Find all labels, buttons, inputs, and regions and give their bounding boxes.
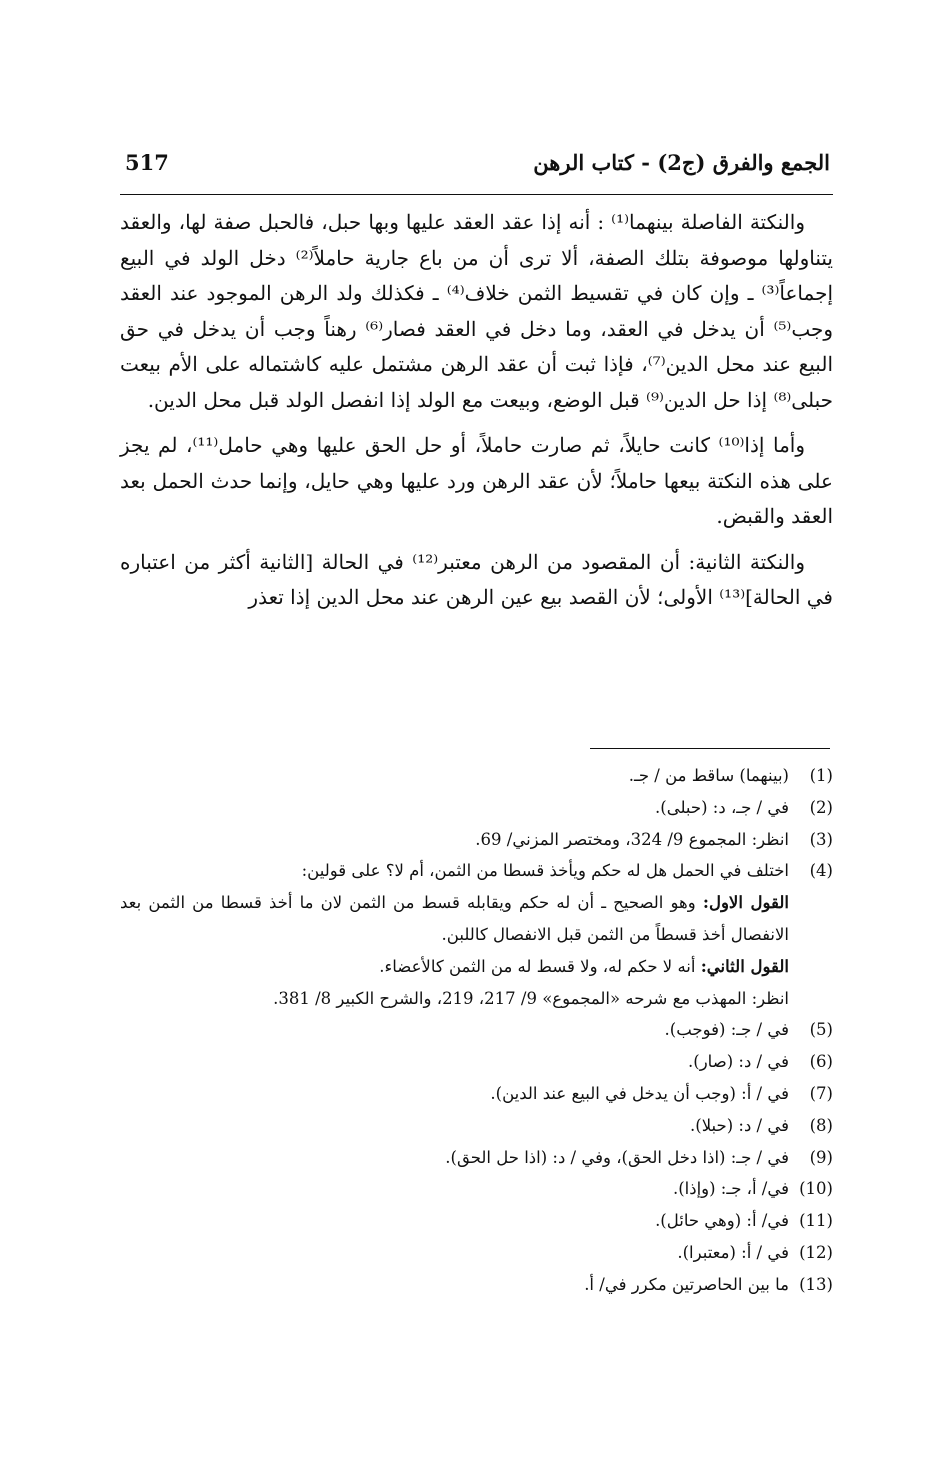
paragraph: والنكتة الثانية: أن المقصود من الرهن معتبر⁽¹²⁾ في الحالة [الثانية أكثر من اعتباره في الحالة]⁽¹³⁾ الأولى؛ لأن القصد بيع عين الرهن عند محل الدين إذا تعذر xyxy=(120,549,833,609)
paragraph: والنكتة الفاصلة بينهما⁽¹⁾ : أنه إذا عقد العقد عليها وبها حبل، فالحبل صفة لها، والعقد يتناولها موصوفة بتلك الصفة، ألا ترى أن من باع جارية حاملاً⁽²⁾ دخل الولد في البيع إجماعاً⁽³⁾ ـ وإن كان في تقسيط الثمن خلاف⁽⁴⁾ ـ فكذلك ولد الرهن الموجود عند العقد وجب⁽⁵⁾ أن يدخل في العقد، وما دخل في العقد فصار⁽⁶⁾ رهناً وجب أن يدخل في حق البيع عند محل الدين⁽⁷⁾، فإذا ثبت أن عقد الرهن مشتمل عليه كاشتماله على الأم بيعت حبلى⁽⁸⁾ إذا حل الدين⁽⁹⁾ قبل الوضع، وبيعت مع الولد إذا انفصل الولد قبل محل الدين. xyxy=(120,210,833,412)
footnote xyxy=(120,1014,833,1046)
footnote-text: في / د: (صار). xyxy=(688,1052,789,1072)
footnote-line: اختلف في الحمل هل له حكم ويأخذ قسطا من الثمن، أم لا؟ على قولين: xyxy=(301,861,789,881)
footnote-text: في / أ: (معتبرا). xyxy=(677,1242,789,1262)
footnote xyxy=(120,1205,833,1237)
footnote-number: (6) xyxy=(809,1052,833,1072)
footnote-number: (9) xyxy=(809,1147,833,1167)
footnotes xyxy=(120,760,833,1301)
footnote-line-text: أنه لا حكم له، ولا قسط له من الثمن كالأعضاء. xyxy=(379,956,696,976)
footnote-text: في/ أ: (وهي حائل). xyxy=(655,1211,789,1231)
footnote-number: (12) xyxy=(799,1242,833,1262)
footnote-number: (8) xyxy=(809,1115,833,1135)
footnote-number: (10) xyxy=(799,1179,833,1199)
running-head: الجمع والفرق (ج2) - كتاب الرهن xyxy=(533,150,830,175)
footnote-label: القول الاول: xyxy=(702,893,790,913)
footnote xyxy=(120,1269,833,1301)
footnote-text xyxy=(120,855,789,1014)
footnote-text: في / د: (حبلا). xyxy=(690,1115,789,1135)
footnote-separator xyxy=(590,748,830,749)
footnote xyxy=(120,792,833,824)
footnote-text: (بينهما) ساقط من / جـ. xyxy=(628,766,789,785)
footnote-number: (7) xyxy=(809,1083,833,1103)
footnote-number: (2) xyxy=(809,797,833,817)
footnote xyxy=(120,824,833,856)
footnote-line xyxy=(120,887,789,951)
footnote-text: في / جـ، د: (حبلى). xyxy=(655,797,789,817)
footnote xyxy=(120,760,833,792)
footnote-number: (1) xyxy=(809,766,833,785)
footnote-number: (4) xyxy=(809,861,833,881)
footnote-text: في / أ: (وجب أن يدخل في البيع عند الدين). xyxy=(490,1083,789,1103)
footnote xyxy=(120,1237,833,1269)
footnote-line-text: وهو الصحيح ـ أن له حكم ويقابله قسط من الثمن لان ما أخذ قسطا من الثمن بعد الانفصال أخذ قسطاً من الثمن قبل الانفصال كاللبن. xyxy=(120,893,789,944)
footnote-text: انظر: المجموع 9/ 324، ومختصر المزني/ 69. xyxy=(475,829,789,849)
footnote-number: (5) xyxy=(809,1020,833,1040)
footnote-text: في / جـ: (اذا دخل الحق)، وفي / د: (اذا حل الحق). xyxy=(445,1147,789,1167)
paragraph: وأما إذا⁽¹⁰⁾ كانت حايلاً، ثم صارت حاملاً، أو حل الحق عليها وهي حامل⁽¹¹⁾، لم يجز على هذه النكتة بيعها حاملاً؛ لأن عقد الرهن ورد عليها وهي حايل، وإنما حدث الحمل بعد العقد والقبض. xyxy=(120,433,833,528)
footnote xyxy=(120,1173,833,1205)
page-number: 517 xyxy=(125,150,169,175)
footnote-number: (13) xyxy=(799,1274,833,1294)
footnote-text: ما بين الحاصرتين مكرر في/ أ. xyxy=(584,1274,789,1294)
footnote xyxy=(120,1110,833,1142)
footnote-number: (11) xyxy=(799,1211,833,1231)
main-text xyxy=(120,205,833,626)
footnote xyxy=(120,1142,833,1174)
footnote-text: في/ أ، جـ: (وإذا). xyxy=(672,1179,789,1199)
footnote xyxy=(120,1078,833,1110)
footnote-label: القول الثاني: xyxy=(700,956,789,976)
footnote xyxy=(120,855,833,1014)
footnote-line: انظر: المهذب مع شرحه «المجموع» 9/ 217، 219، والشرح الكبير 8/ 381. xyxy=(273,988,789,1008)
footnote-number: (3) xyxy=(809,829,833,849)
footnote-line xyxy=(120,951,789,983)
header-rule xyxy=(120,194,833,195)
footnote-text: في / جـ: (فوجب). xyxy=(664,1020,789,1040)
footnote xyxy=(120,1046,833,1078)
